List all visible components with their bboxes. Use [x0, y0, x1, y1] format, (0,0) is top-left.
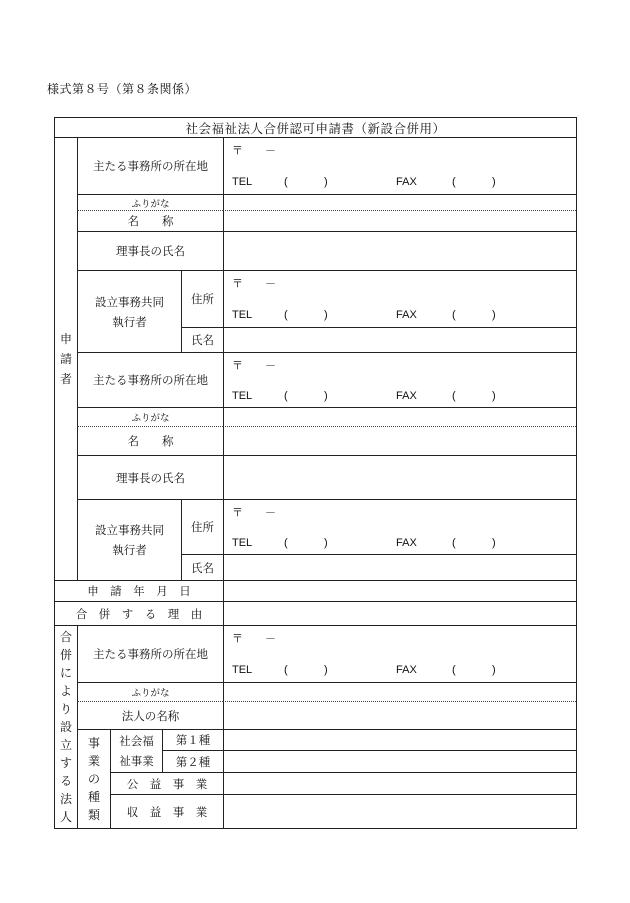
- applicant1-furigana-field[interactable]: [223, 194, 576, 210]
- applicant2-office-label: 主たる事務所の所在地: [77, 352, 223, 407]
- profit-business-label: 収 益 事 業: [110, 794, 223, 828]
- profit-business-field[interactable]: [223, 794, 576, 828]
- application-date-label: 申 請 年 月 日: [55, 580, 223, 601]
- postal-mark: 〒 －: [232, 633, 276, 645]
- public-interest-label: 公 益 事 業: [110, 772, 223, 794]
- applicant2-name-field[interactable]: [223, 426, 576, 455]
- business-type-group-label: 事 業 の 種 類: [77, 729, 110, 828]
- applicant1-name-label: 名 称: [77, 210, 223, 231]
- application-form: [54, 117, 577, 829]
- merger-reason-label: 合 併 す る 理 由: [55, 601, 223, 625]
- public-interest-field[interactable]: [223, 772, 576, 794]
- applicant1-chair-label: 理事長の氏名: [77, 231, 223, 270]
- new-corp-office-field[interactable]: 〒 － TEL ( ) FAX ( ): [223, 625, 576, 682]
- applicant2-name-label: 名 称: [77, 426, 223, 455]
- fax-label: FAX: [396, 176, 417, 188]
- postal-mark: 〒 －: [232, 145, 276, 157]
- applicant2-person-name-field[interactable]: [223, 554, 576, 580]
- applicant2-office-field[interactable]: 〒 － TEL ( ) FAX ( ): [223, 352, 576, 407]
- fax-label: FAX: [396, 537, 417, 549]
- applicant1-exec-label: 設立事務共同 執行者: [77, 270, 181, 352]
- tel-label: TEL: [232, 664, 253, 676]
- tel-label: TEL: [232, 537, 253, 549]
- applicant2-furigana-label: ふりがな: [77, 407, 223, 426]
- type1-field[interactable]: [223, 729, 576, 750]
- fax-label: FAX: [396, 664, 417, 676]
- applicant2-exec-address-field[interactable]: 〒 － TEL ( ) FAX ( ): [223, 499, 576, 554]
- new-corp-furigana-label: ふりがな: [77, 682, 223, 701]
- postal-mark: 〒 －: [232, 278, 276, 290]
- tel-label: TEL: [232, 176, 253, 188]
- type2-label: 第２種: [162, 750, 223, 772]
- applicant2-address-label: 住所: [181, 499, 223, 554]
- tel-label: TEL: [232, 309, 253, 321]
- new-corp-group-label: 合 併 に よ り 設 立 す る 法 人: [55, 625, 77, 828]
- applicant2-chair-label: 理事長の氏名: [77, 455, 223, 499]
- merger-reason-field[interactable]: [223, 601, 576, 625]
- social-welfare-label: 社会福 祉事業: [110, 729, 162, 772]
- applicant2-person-name-label: 氏名: [181, 554, 223, 580]
- applicant1-office-label: 主たる事務所の所在地: [77, 137, 223, 194]
- applicant1-chair-field[interactable]: [223, 231, 576, 270]
- application-date-field[interactable]: [223, 580, 576, 601]
- form-number-note: 様式第８号（第８条関係）: [47, 82, 198, 96]
- new-corp-name-field[interactable]: [223, 701, 576, 729]
- applicant1-person-name-field[interactable]: [223, 327, 576, 352]
- form-title: 社会福祉法人合併認可申請書（新設合併用）: [185, 120, 446, 136]
- applicant1-address-label: 住所: [181, 270, 223, 327]
- applicant2-furigana-field[interactable]: [223, 407, 576, 426]
- applicant1-exec-address-field[interactable]: 〒 － TEL ( ) FAX ( ): [223, 270, 576, 327]
- new-corp-furigana-field[interactable]: [223, 682, 576, 701]
- applicant2-chair-field[interactable]: [223, 455, 576, 499]
- type1-label: 第１種: [162, 729, 223, 750]
- new-corp-name-label: 法人の名称: [77, 701, 223, 729]
- applicant1-name-field[interactable]: [223, 210, 576, 231]
- applicant1-furigana-label: ふりがな: [77, 194, 223, 210]
- tel-label: TEL: [232, 390, 253, 402]
- applicant1-office-field[interactable]: 〒 － TEL ( ) FAX ( ): [223, 137, 576, 194]
- applicant1-person-name-label: 氏名: [181, 327, 223, 352]
- fax-label: FAX: [396, 390, 417, 402]
- applicant-group-label: 申 請 者: [55, 137, 77, 580]
- postal-mark: 〒 －: [232, 507, 276, 519]
- new-corp-office-label: 主たる事務所の所在地: [77, 625, 223, 682]
- postal-mark: 〒 －: [232, 360, 276, 372]
- fax-label: FAX: [396, 309, 417, 321]
- applicant2-exec-label: 設立事務共同 執行者: [77, 499, 181, 580]
- type2-field[interactable]: [223, 750, 576, 772]
